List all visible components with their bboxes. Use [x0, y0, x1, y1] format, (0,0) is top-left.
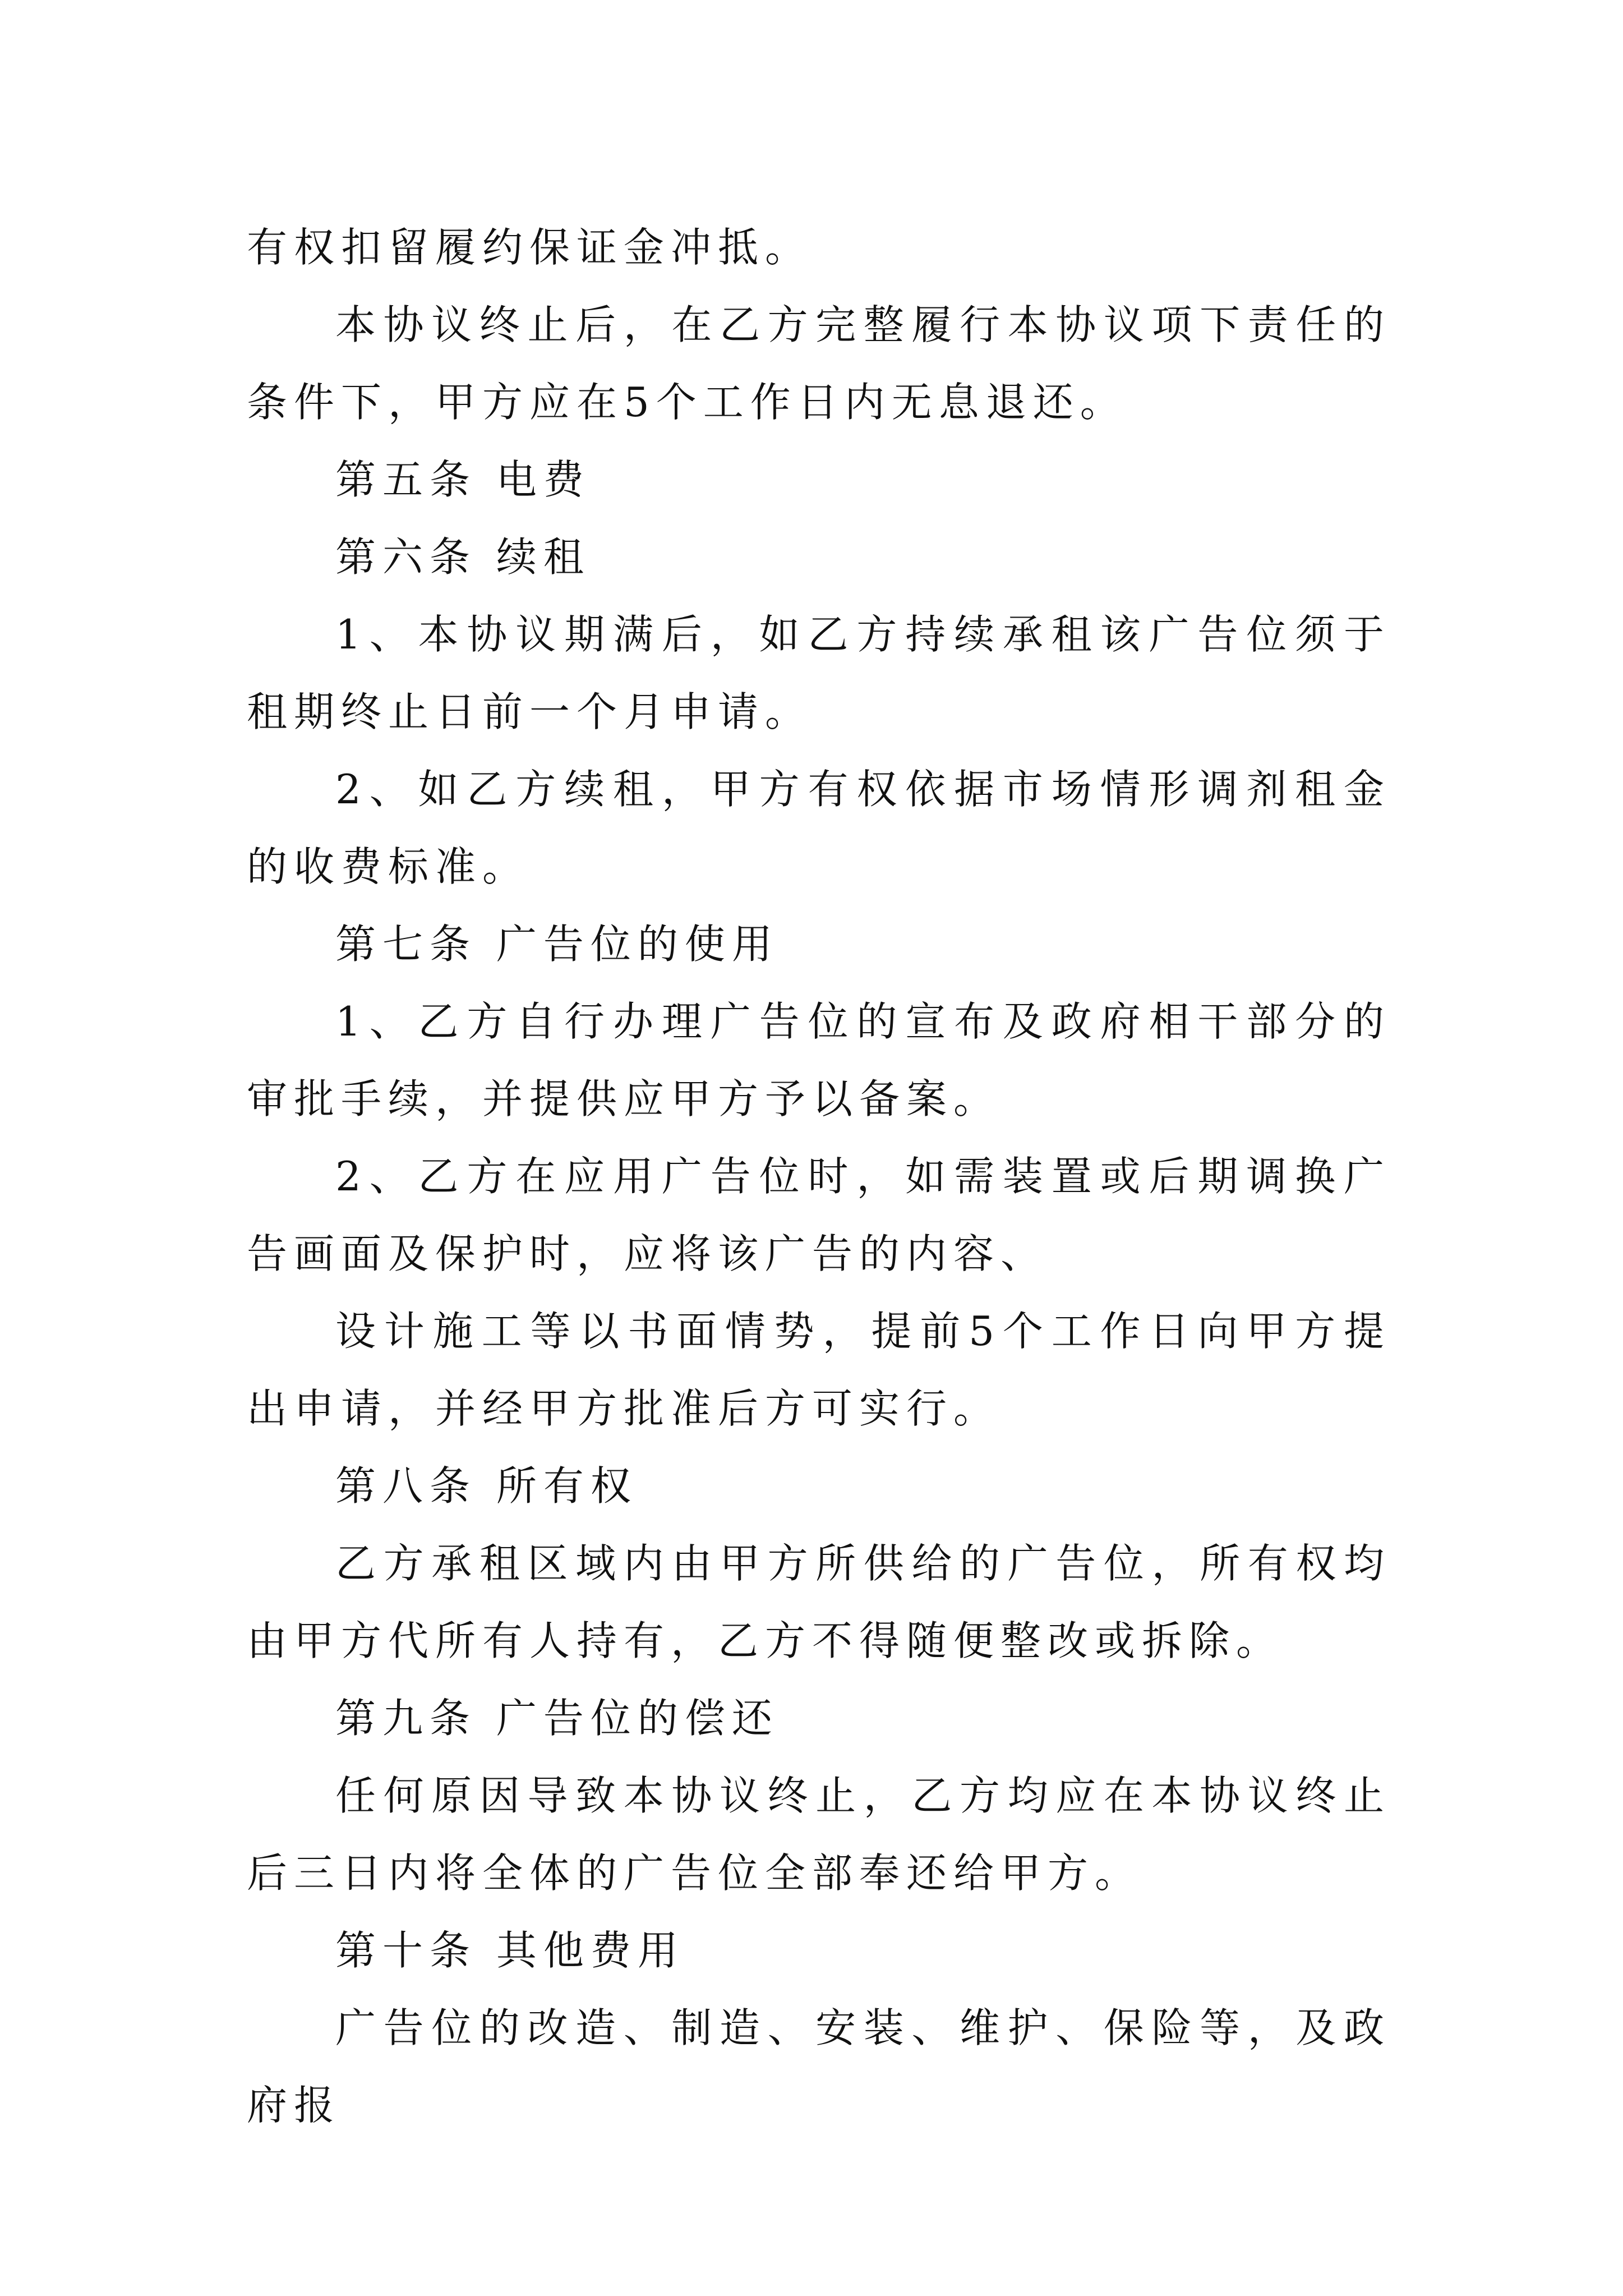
- document-body: [247, 209, 1391, 2144]
- paragraph-ownership: 乙方承租区域内由甲方所供给的广告位，所有权均由甲方代所有人持有，乙方不得随便整改或拆除。: [247, 1540, 1391, 1664]
- paragraph-usage-1: 1、乙方自行办理广告位的宣布及政府相干部分的审批手续，并提供应甲方予以备案。: [247, 998, 1391, 1122]
- paragraph-other-fees: 广告位的改造、制造、安装、维护、保险等，及政府报: [247, 2004, 1391, 2129]
- heading-article-8: 第八条 所有权: [335, 1462, 638, 1510]
- heading-article-7: 第七条 广告位的使用: [335, 921, 779, 968]
- paragraph-usage-2-continued: 设计施工等以书面情势，提前5个工作日向甲方提出申请，并经甲方批准后方可实行。: [247, 1308, 1391, 1432]
- paragraph-renewal-1: 1、本协议期满后，如乙方持续承租该广告位须于租期终止日前一个月申请。: [247, 611, 1391, 735]
- paragraph-return: 任何原因导致本协议终止，乙方均应在本协议终止后三日内将全体的广告位全部奉还给甲方。: [247, 1772, 1391, 1897]
- heading-article-6: 第六条 续租: [335, 533, 591, 581]
- paragraph-deposit-refund: 本协议终止后，在乙方完整履行本协议项下责任的条件下，甲方应在5个工作日内无息退还。: [247, 301, 1391, 426]
- heading-article-9: 第九条 广告位的偿还: [335, 1695, 779, 1742]
- heading-article-10: 第十条 其他费用: [335, 1927, 685, 1974]
- paragraph-renewal-2: 2、如乙方续租，甲方有权依据市场情形调剂租金的收费标准。: [247, 766, 1391, 890]
- paragraph-deposit-deduction: 有权扣留履约保证金冲抵。: [247, 224, 813, 271]
- paragraph-usage-2: 2、乙方在应用广告位时，如需装置或后期调换广告画面及保护时，应将该广告的内容、: [247, 1153, 1391, 1277]
- heading-article-5: 第五条 电费: [335, 456, 591, 503]
